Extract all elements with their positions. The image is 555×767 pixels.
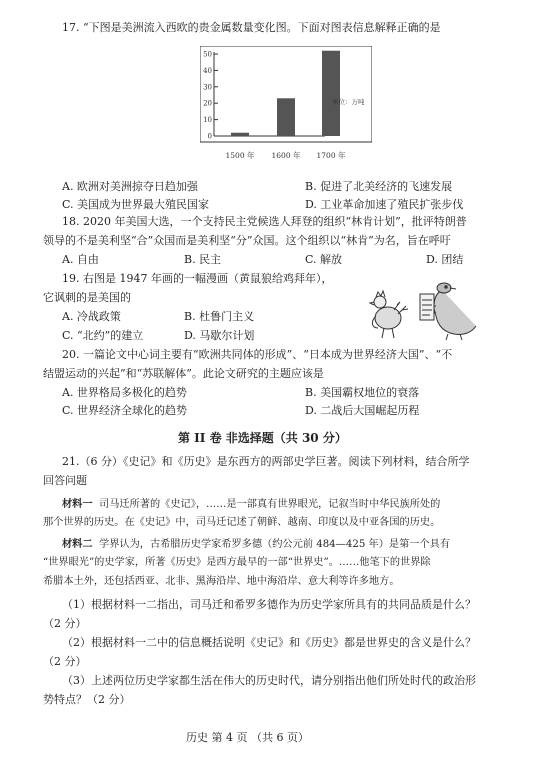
q21-sub3-line2: 势特点？（2 分） [43, 693, 131, 706]
chart-bar [277, 98, 295, 136]
q19-line2: 它讽刺的是美国的 [43, 291, 131, 304]
q21-line1: 21.（6 分）《史记》和《历史》是东西方的两部史学巨著。阅读下列材料，结合所学 [62, 455, 470, 468]
q18-option-a: A. 自由 [62, 253, 99, 266]
q21-sub1-line1: （1）根据材料一二指出，司马迁和希罗多德作为历史学家所具有的共同品质是什么？ [62, 598, 476, 611]
q21-sub2-line2: （2 分） [43, 655, 87, 668]
q21-sub2-line1: （2）根据材料一二中的信息概括说明《史记》和《历史》都是世界史的含义是什么？ [62, 636, 476, 649]
chart-y-tick-label: 0 [207, 132, 212, 141]
q18-option-c: C. 解放 [305, 253, 343, 266]
chart-y-tick-label: 10 [203, 116, 212, 125]
q18-option-d: D. 团结 [426, 253, 464, 266]
q17-option-a: A. 欧洲对美洲掠夺日趋加强 [62, 180, 198, 193]
q18-option-b: B. 民主 [184, 253, 222, 266]
q17-stem: 17. “下图是美洲流入西欧的贵金属数量变化图。下面对图表信息解释正确的是 [62, 21, 441, 34]
q20-line1: 20. 一篇论文中心词主要有“欧洲共同体的形成”、“日本成为世界经济大国”、“不 [62, 348, 453, 361]
q21-material-2-line3: 希腊本土外，还包括西亚、北非、黑海沿岸、地中海沿岸、意大利等许多地方。 [43, 576, 400, 587]
q21-material-2-text: 学界认为，古希腊历史学家希罗多德（约公元前 484—425 年）是第一个具有 [99, 539, 451, 550]
chart-bars [231, 51, 340, 136]
q19-line1: 19. 右图是 1947 年画的一幅漫画（黄鼠狼给鸡拜年）， [62, 272, 333, 285]
chart-x-label: 1700 年 [316, 151, 346, 160]
q21-sub3-line1: （3）上述两位历史学家都生活在伟大的历史时代，请分别指出他们所处时代的政治形 [62, 674, 476, 687]
q17-option-d: D. 工业革命加速了殖民扩张步伐 [305, 198, 464, 211]
chart-y-tick-label: 30 [203, 83, 212, 92]
chart-y-tick-label: 50 [203, 50, 212, 59]
chart-bar [231, 133, 249, 136]
chart-x-labels [226, 150, 346, 160]
q21-material-1-label: 材料一 [62, 498, 93, 510]
q19-option-d: D. 马歇尔计划 [184, 329, 255, 342]
q21-material-1-line1 [62, 497, 440, 512]
q21-sub1-line2: （2 分） [43, 617, 87, 630]
chart-x-label: 1600 年 [271, 151, 301, 160]
page-footer: 历史 第 4 页 （共 6 页） [186, 731, 309, 744]
q21-material-2-line1 [62, 537, 450, 552]
q19-option-a: A. 冷战政策 [62, 310, 121, 323]
chart-y-tick-label: 20 [203, 99, 212, 108]
q17-option-c: C. 美国成为世界最大殖民国家 [62, 198, 210, 211]
q20-option-c: C. 世界经济全球化的趋势 [62, 404, 188, 417]
chart-y-tick-label: 40 [203, 66, 212, 75]
precious-metal-bar-chart [200, 46, 372, 166]
q19-option-c: C. “北约”的建立 [62, 329, 144, 342]
weasel-chicken-cartoon [364, 276, 484, 342]
section-title: 第 II 卷 非选择题（共 30 分） [178, 431, 347, 445]
chart-bar [322, 51, 340, 136]
q18-line2: 领导的不是美利坚“合”众国而是美利坚“分”众国。这个组织以“林肯”为名，旨在呼吁 [43, 234, 451, 247]
q21-line2: 回答问题 [43, 474, 87, 487]
q20-option-d: D. 二战后大国崛起历程 [305, 404, 420, 417]
q19-option-b: B. 杜鲁门主义 [184, 310, 255, 323]
chart-y-ticks [203, 51, 325, 141]
q21-material-2-label: 材料二 [62, 538, 93, 550]
q21-material-2-line2: “世界眼光”的史学家，所著《历史》是西方最早的一部“世界史”。……他笔下的世界除 [43, 557, 431, 568]
chart-unit-label: 单位：万吨 [332, 98, 365, 106]
q21-material-1-line2: 那个世界的历史。在《史记》中，司马迁记述了朝鲜、越南、印度以及中亚各国的历史。 [43, 517, 441, 528]
q18-line1: 18. 2020 年美国大选，一个支持民主党候选人拜登的组织“林肯计划”，批评特朗普 [62, 215, 467, 228]
q17-option-b: B. 促进了北美经济的飞速发展 [305, 180, 453, 193]
q20-option-b: B. 美国霸权地位的衰落 [305, 386, 420, 399]
q21-material-1-text: 司马迁所著的《史记》，……是一部真有世界眼光，记叙当时中华民族所处的 [99, 499, 441, 510]
q20-line2: 结盟运动的兴起”和“苏联解体”。此论文研究的主题应该是 [43, 367, 324, 380]
q20-option-a: A. 世界格局多极化的趋势 [62, 386, 187, 399]
chart-x-label: 1500 年 [225, 151, 255, 160]
